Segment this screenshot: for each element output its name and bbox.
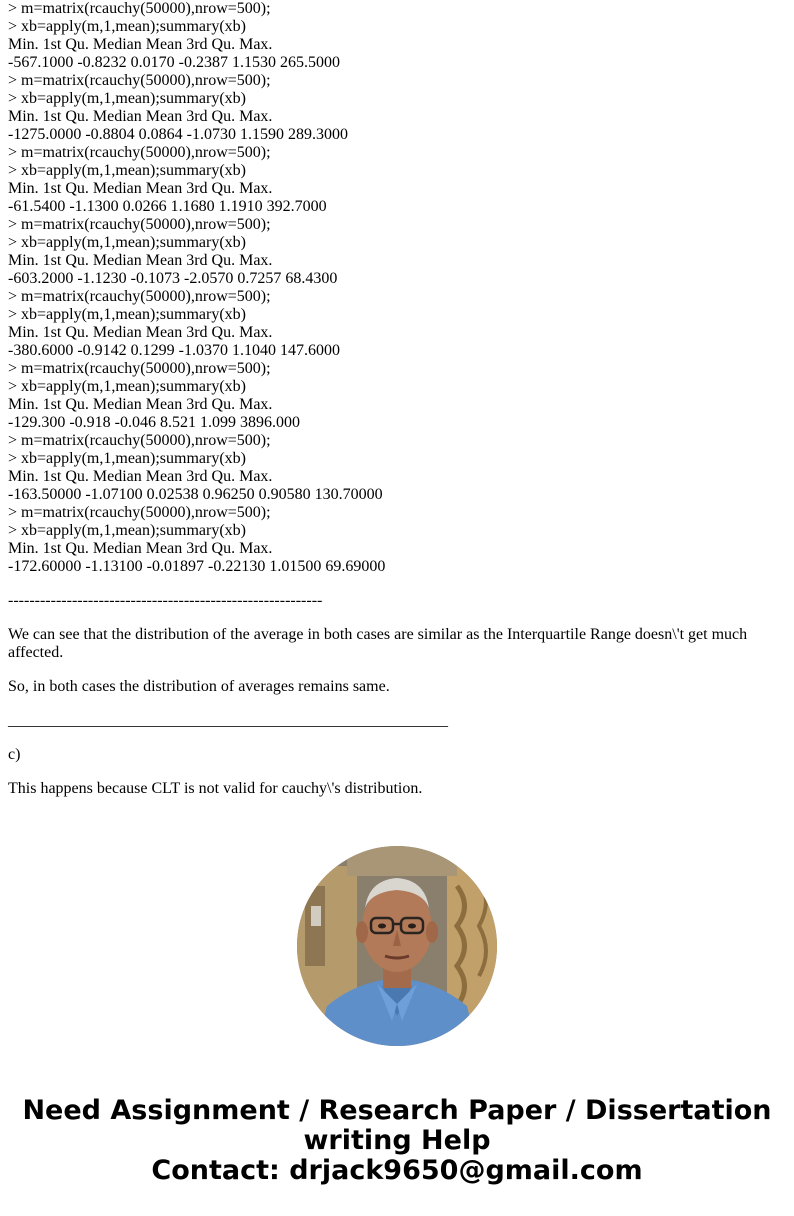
- console-command-matrix: > m=matrix(rcauchy(50000),nrow=500);: [8, 0, 271, 17]
- console-command-summary: > xb=apply(m,1,mean);summary(xb): [8, 18, 246, 35]
- summary-header: Min. 1st Qu. Median Mean 3rd Qu. Max.: [8, 324, 273, 341]
- paragraph-clt-explanation: This happens because CLT is not valid for cauchy\'s distribution.: [8, 780, 423, 797]
- footer-line-subheadline: writing Help: [303, 1125, 491, 1156]
- summary-values: -172.60000 -1.13100 -0.01897 -0.22130 1.01500 69.69000: [8, 558, 386, 575]
- summary-values: -61.5400 -1.1300 0.0266 1.1680 1.1910 392.7000: [8, 198, 327, 215]
- console-command-matrix: > m=matrix(rcauchy(50000),nrow=500);: [8, 72, 271, 89]
- summary-values: -129.300 -0.918 -0.046 8.521 1.099 3896.000: [8, 414, 300, 431]
- console-command-matrix: > m=matrix(rcauchy(50000),nrow=500);: [8, 216, 271, 233]
- console-command-summary: > xb=apply(m,1,mean);summary(xb): [8, 450, 246, 467]
- paragraph-conclusion: So, in both cases the distribution of averages remains same.: [8, 678, 390, 695]
- summary-values: -163.50000 -1.07100 0.02538 0.96250 0.90580 130.70000: [8, 486, 383, 503]
- console-command-summary: > xb=apply(m,1,mean);summary(xb): [8, 162, 246, 179]
- console-command-summary: > xb=apply(m,1,mean);summary(xb): [8, 234, 246, 251]
- document-body: [8, 0, 786, 798]
- console-output: [8, 0, 786, 576]
- summary-header: Min. 1st Qu. Median Mean 3rd Qu. Max.: [8, 468, 273, 485]
- console-command-summary: > xb=apply(m,1,mean);summary(xb): [8, 90, 246, 107]
- console-command-matrix: > m=matrix(rcauchy(50000),nrow=500);: [8, 360, 271, 377]
- console-command-matrix: > m=matrix(rcauchy(50000),nrow=500);: [8, 504, 271, 521]
- summary-header: Min. 1st Qu. Median Mean 3rd Qu. Max.: [8, 540, 273, 557]
- console-command-summary: > xb=apply(m,1,mean);summary(xb): [8, 378, 246, 395]
- summary-header: Min. 1st Qu. Median Mean 3rd Qu. Max.: [8, 252, 273, 269]
- summary-header: Min. 1st Qu. Median Mean 3rd Qu. Max.: [8, 180, 273, 197]
- summary-values: -567.1000 -0.8232 0.0170 -0.2387 1.1530 265.5000: [8, 54, 340, 71]
- summary-values: -1275.0000 -0.8804 0.0864 -1.0730 1.1590 289.3000: [8, 126, 348, 143]
- console-command-matrix: > m=matrix(rcauchy(50000),nrow=500);: [8, 432, 271, 449]
- summary-values: -380.6000 -0.9142 0.1299 -1.0370 1.1040 147.6000: [8, 342, 340, 359]
- footer-advertisement: [0, 1096, 794, 1186]
- summary-header: Min. 1st Qu. Median Mean 3rd Qu. Max.: [8, 36, 273, 53]
- dashed-separator: -----------------------------------------------------------: [8, 592, 323, 609]
- summary-values: -603.2000 -1.1230 -0.1073 -2.0570 0.7257 68.4300: [8, 270, 338, 287]
- console-command-matrix: > m=matrix(rcauchy(50000),nrow=500);: [8, 288, 271, 305]
- console-command-summary: > xb=apply(m,1,mean);summary(xb): [8, 522, 246, 539]
- footer-contact-email: Contact: drjack9650@gmail.com: [151, 1155, 643, 1186]
- console-command-summary: > xb=apply(m,1,mean);summary(xb): [8, 306, 246, 323]
- avatar-portrait-image: [297, 846, 497, 1046]
- underscore-separator: _______________________________________________________: [8, 712, 448, 729]
- paragraph-iqr-observation: We can see that the distribution of the average in both cases are similar as the Interquartile Range doesn\'t get much affected.: [8, 626, 748, 661]
- footer-line-headline: Need Assignment / Research Paper / Dissertation: [22, 1095, 772, 1126]
- part-c-label: c): [8, 746, 21, 763]
- console-command-matrix: > m=matrix(rcauchy(50000),nrow=500);: [8, 144, 271, 161]
- summary-header: Min. 1st Qu. Median Mean 3rd Qu. Max.: [8, 396, 273, 413]
- author-avatar: [297, 846, 497, 1046]
- summary-header: Min. 1st Qu. Median Mean 3rd Qu. Max.: [8, 108, 273, 125]
